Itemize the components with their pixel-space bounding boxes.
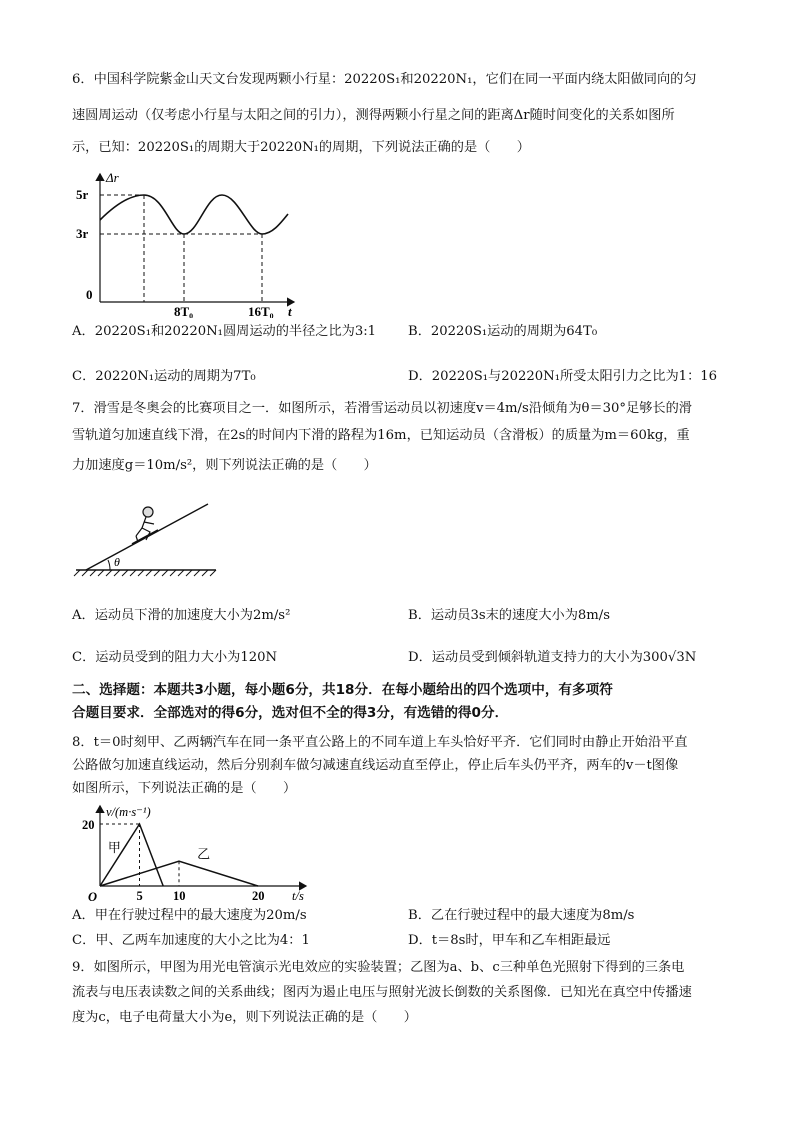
q8-line-3: 如图所示，下列说法正确的是（ ）	[72, 781, 297, 796]
q6-line-1: 6．中国科学院紫金山天文台发现两颗小行星：20220S₁和20220N₁，它们在同一平面内绕太阳做同向的匀	[72, 72, 697, 87]
q6-x-tick-16t0: 16T₀	[248, 304, 274, 318]
q6-x-tick-8t0: 8T₀	[174, 304, 194, 318]
section2-heading-line-1: 二、选择题：本题共3小题，每小题6分，共18分．在每小题给出的四个选项中，有多项符	[72, 682, 613, 698]
q8-line-1: 8．t＝0时刻甲、乙两辆汽车在同一条平直公路上的不同车道上车头恰好平齐．它们同时由静止开始沿平直	[72, 735, 688, 750]
q8-series-label-0: 甲	[107, 839, 121, 855]
q8-y-label: v/(m·s⁻¹)	[106, 805, 151, 819]
q9-line-2: 流表与电压表读数之间的关系曲线；图丙为遏止电压与照射光波长倒数的关系图像．已知光在真空中传播速	[72, 985, 692, 1000]
q8-x-tick-20: 20	[252, 889, 265, 903]
q7-option-c: C．运动员受到的阻力大小为120N	[72, 650, 278, 665]
q8-vt-chart	[80, 800, 320, 906]
q7-option-d: D．运动员受到倾斜轨道支持力的大小为300√3N	[408, 650, 697, 665]
q6-y-tick-3r: 3r	[76, 226, 89, 241]
q6-y-label: Δr	[106, 170, 119, 185]
q6-x-label: t	[288, 304, 292, 318]
section2-heading-line-2: 合题目要求．全部选对的得6分，选对但不全的得3分，有选错的得0分．	[72, 705, 509, 721]
q6-y-tick-0: 0	[86, 287, 93, 302]
q6-line-2: 速圆周运动（仅考虑小行星与太阳之间的引力），测得两颗小行星之间的距离Δr随时间变化的关系如图所	[72, 108, 675, 123]
q6-sine-curve	[100, 195, 288, 234]
q8-option-c: C．甲、乙两车加速度的大小之比为4：1	[72, 933, 310, 948]
q7-angle-label: θ	[114, 555, 120, 569]
q8-origin-label: O	[88, 890, 98, 904]
q8-y-tick-20: 20	[82, 818, 95, 832]
q6-option-a: A．20220S₁和20220N₁圆周运动的半径之比为3:1	[72, 324, 377, 339]
q8-x-tick-10: 10	[173, 889, 186, 903]
q6-line-3: 示，已知：20220S₁的周期大于20220N₁的周期，下列说法正确的是（ ）	[72, 140, 530, 155]
q6-y-tick-5r: 5r	[76, 187, 89, 202]
q7-line-2: 雪轨道匀加速直线下滑，在2s的时间内下滑的路程为16m，已知运动员（含滑板）的质量为m＝60kg，重	[72, 428, 690, 443]
q7-figure	[72, 498, 222, 580]
q9-line-3: 度为c，电子电荷量大小为e，则下列说法正确的是（ ）	[72, 1010, 417, 1025]
q7-option-b: B．运动员3s末的速度大小为8m/s	[408, 608, 611, 623]
q7-line-1: 7．滑雪是冬奥会的比赛项目之一．如图所示，若滑雪运动员以初速度v＝4m/s沿倾角为θ＝30°足够长的滑	[72, 401, 692, 416]
q6-option-b: B．20220S₁运动的周期为64T₀	[408, 324, 598, 339]
q7-option-a: A．运动员下滑的加速度大小为2m/s²	[72, 608, 291, 623]
q8-series-label-1: 乙	[197, 846, 211, 862]
q9-line-1: 9．如图所示，甲图为用光电管演示光电效应的实验装置；乙图为a、b、c三种单色光照射下得到的三条电	[72, 960, 685, 975]
q6-option-d: D．20220S₁与20220N₁所受太阳引力之比为1：16	[408, 369, 718, 384]
q6-option-c: C．20220N₁运动的周期为7T₀	[72, 369, 256, 384]
q8-option-d: D．t＝8s时，甲车和乙车相距最远	[408, 933, 611, 948]
q8-option-b: B．乙在行驶过程中的最大速度为8m/s	[408, 908, 635, 923]
q8-x-tick-5: 5	[136, 889, 143, 903]
q6-figure	[72, 168, 312, 318]
q8-x-label: t/s	[292, 889, 304, 903]
q8-line-2: 公路做匀加速直线运动，然后分别刹车做匀减速直线运动直至停止，停止后车头仍平齐，两车的v－t图像	[72, 758, 679, 773]
q8-option-a: A．甲在行驶过程中的最大速度为20m/s	[72, 908, 307, 923]
q7-line-3: 力加速度g＝10m/s²，则下列说法正确的是（ ）	[72, 458, 377, 473]
